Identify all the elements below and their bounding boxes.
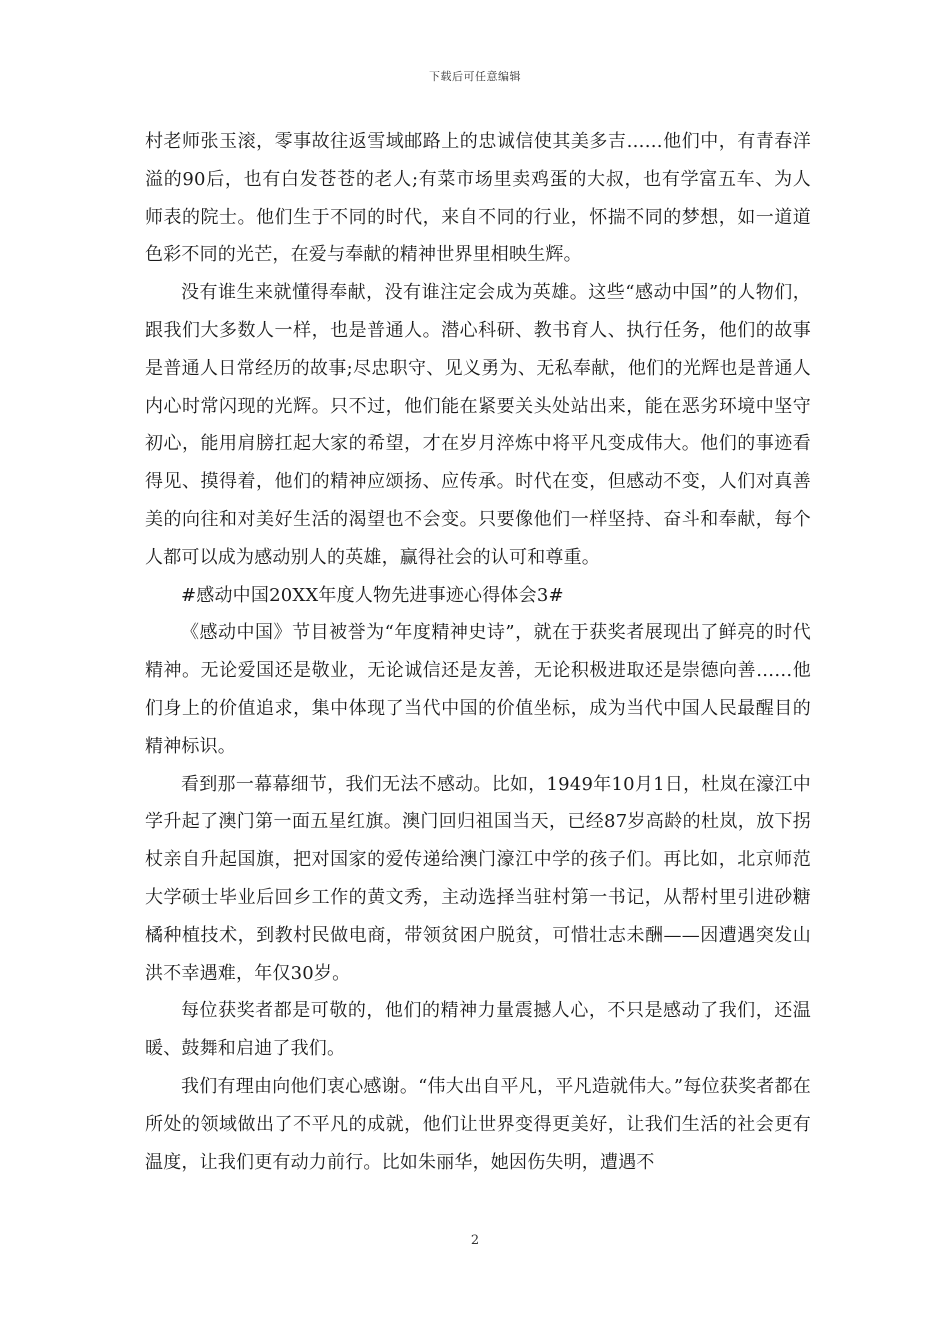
paragraph-continuation: 村老师张玉滚，零事故往返雪域邮路上的忠诚信使其美多吉……他们中，有青春洋溢的90后，也有白发苍苍的老人;有菜市场里卖鸡蛋的大叔，也有学富五车、为人师表的院士。他们生于不同的时代，来自不同的行业，怀揣不同的梦想，如一道道色彩不同的光芒，在爱与奉献的精神世界里相映生辉。 [145,131,811,266]
paragraph: 每位获奖者都是可敬的，他们的精神力量震撼人心，不只是感动了我们，还温暖、鼓舞和启迪了我们。 [145,1000,811,1060]
document-body [145,123,811,1181]
paragraph: 我们有理由向他们衷心感谢。“伟大出自平凡，平凡造就伟大。”每位获奖者都在所处的领域做出了不平凡的成就，他们让世界变得更美好，让我们生活的社会更有温度，让我们更有动力前行。比如朱丽华，她因伤失明，遭遇不 [145,1075,811,1173]
section-heading: #感动中国20XX年度人物先进事迹心得体会3# [181,584,564,606]
paragraph: 看到那一幕幕细节，我们无法不感动。比如，1949年10月1日，杜岚在濠江中学升起了澳门第一面五星红旗。澳门回归祖国当天，已经87岁高龄的杜岚，放下拐杖亲自升起国旗，把对国家的爱传递给澳门濠江中学的孩子们。再比如，北京师范大学硕士毕业后回乡工作的黄文秀，主动选择当驻村第一书记，从帮村里引进砂糖橘种植技术，到教村民做电商，带领贫困户脱贫，可惜壮志未酬——因遭遇突发山洪不幸遇难，年仅30岁。 [145,773,811,984]
page-header: 下载后可任意编辑 [429,70,521,83]
paragraph: 《感动中国》节目被誉为“年度精神史诗”，就在于获奖者展现出了鲜亮的时代精神。无论爱国还是敬业，无论诚信还是友善，无论积极进取还是崇德向善……他们身上的价值追求，集中体现了当代中国的价值坐标，成为当代中国人民最醒目的精神标识。 [145,622,811,757]
page-number: 2 [470,1233,480,1248]
paragraph: 没有谁生来就懂得奉献，没有谁注定会成为英雄。这些“感动中国”的人物们，跟我们大多数人一样，也是普通人。潜心科研、教书育人、执行任务，他们的故事是普通人日常经历的故事;尽忠职守、见义勇为、无私奉献，他们的光辉也是普通人内心时常闪现的光辉。只不过，他们能在紧要关头处站出来，能在恶劣环境中坚守初心，能用肩膀扛起大家的希望，才在岁月淬炼中将平凡变成伟大。他们的事迹看得见、摸得着，他们的精神应颂扬、应传承。时代在变，但感动不变，人们对真善美的向往和对美好生活的渴望也不会变。只要像他们一样坚持、奋斗和奉献，每个人都可以成为感动别人的英雄，赢得社会的认可和尊重。 [145,282,811,568]
